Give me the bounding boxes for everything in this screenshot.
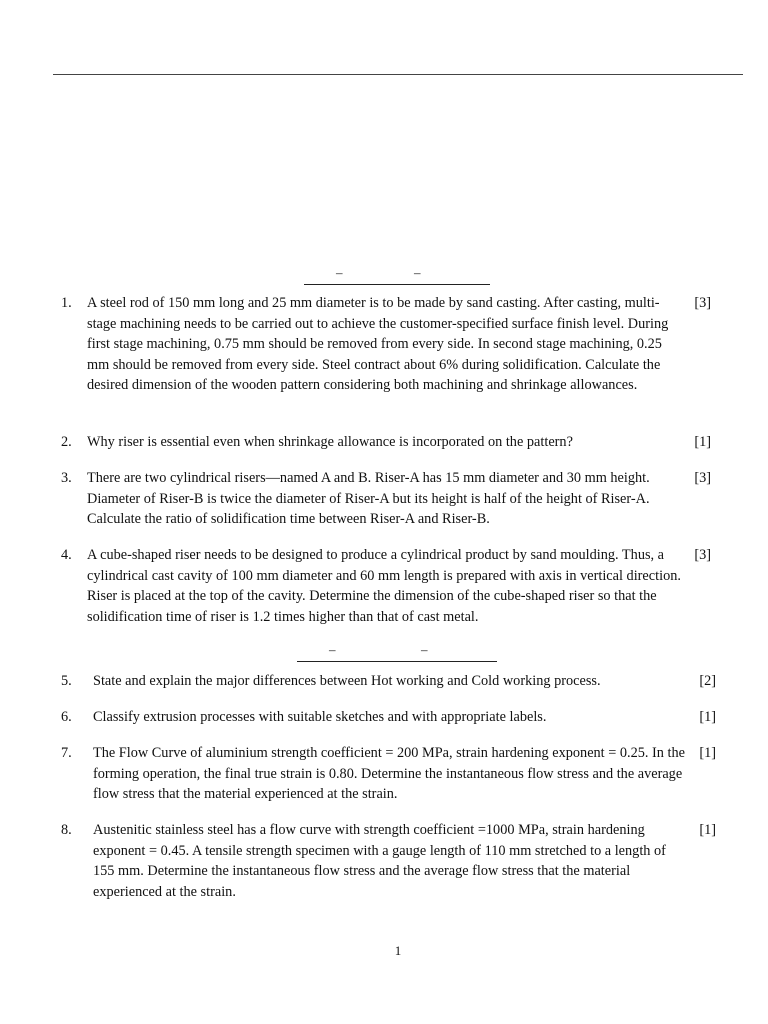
question-2-text: Why riser is essential even when shrinkage allowance is incorporated on the pattern? bbox=[87, 434, 573, 450]
question-5-text: State and explain the major differences between Hot working and Cold working process. bbox=[93, 673, 601, 689]
section-2-dash-right: – bbox=[421, 642, 428, 657]
section-1-dash-right: – bbox=[414, 265, 421, 280]
question-4-text: A cube-shaped riser needs to be designed to produce a cylindrical product by sand moulding. Thus, a cylindrical cast cavity of 100 mm diameter and 60 mm length is prepared with axis in vertical direction. Riser is placed at the top of the cavity. Determine the dimension of the cube-shaped riser so that the solidification time of riser is 1.2 times higher than that of cast metal. bbox=[87, 547, 681, 625]
question-5-number: 5. bbox=[61, 673, 72, 689]
question-2-number: 2. bbox=[61, 434, 72, 450]
question-7-number: 7. bbox=[61, 745, 72, 761]
question-8-text: Austenitic stainless steel has a flow curve with strength coefficient =1000 MPa, strain hardening exponent = 0.45. A tensile strength specimen with a gauge length of 110 mm stretched to a length of 155 mm. Determine the instantaneous flow stress and the average flow stress that the material experienced at the strain. bbox=[93, 822, 666, 900]
question-4-marks: [3] bbox=[694, 547, 711, 563]
question-8-marks: [1] bbox=[699, 822, 716, 838]
section-heading-1 bbox=[304, 266, 490, 285]
question-2-marks: [1] bbox=[694, 434, 711, 450]
question-4-number: 4. bbox=[61, 547, 72, 563]
page-number: 1 bbox=[394, 943, 402, 958]
section-2-dash-left: – bbox=[329, 642, 336, 657]
section-heading-2 bbox=[297, 643, 497, 662]
section-1-dash-left: – bbox=[336, 265, 343, 280]
question-7-marks: [1] bbox=[699, 745, 716, 761]
question-1-number: 1. bbox=[61, 295, 72, 311]
question-7-text: The Flow Curve of aluminium strength coefficient = 200 MPa, strain hardening exponent = 0.25. In the forming operation, the final true strain is 0.80. Determine the instantaneous flow stress and the average flow stress that the material experienced at the strain. bbox=[93, 745, 685, 802]
question-6-number: 6. bbox=[61, 709, 72, 725]
question-6-text: Classify extrusion processes with suitable sketches and with appropriate labels. bbox=[93, 709, 547, 725]
question-8-number: 8. bbox=[61, 822, 72, 838]
question-3-marks: [3] bbox=[694, 470, 711, 486]
question-1-marks: [3] bbox=[694, 295, 711, 311]
question-3-number: 3. bbox=[61, 470, 72, 486]
header-rule bbox=[53, 74, 743, 75]
question-5-marks: [2] bbox=[699, 673, 716, 689]
question-3-text: There are two cylindrical risers—named A and B. Riser-A has 15 mm diameter and 30 mm height. Diameter of Riser-B is twice the diameter of Riser-A but its height is half of the height of Riser-A. Calculate the ratio of solidification time between Riser-A and Riser-B. bbox=[87, 470, 650, 527]
question-6-marks: [1] bbox=[699, 709, 716, 725]
question-1-text: A steel rod of 150 mm long and 25 mm diameter is to be made by sand casting. After casting, multi-stage machining needs to be carried out to achieve the customer-specified surface finish level. During first stage machining, 0.75 mm should be removed from every side. In second stage machining, 0.25 mm should be removed from every side. Steel contract about 6% during solidification. Calculate the desired dimension of the wooden pattern considering both machining and shrinkage allowances. bbox=[87, 295, 669, 393]
